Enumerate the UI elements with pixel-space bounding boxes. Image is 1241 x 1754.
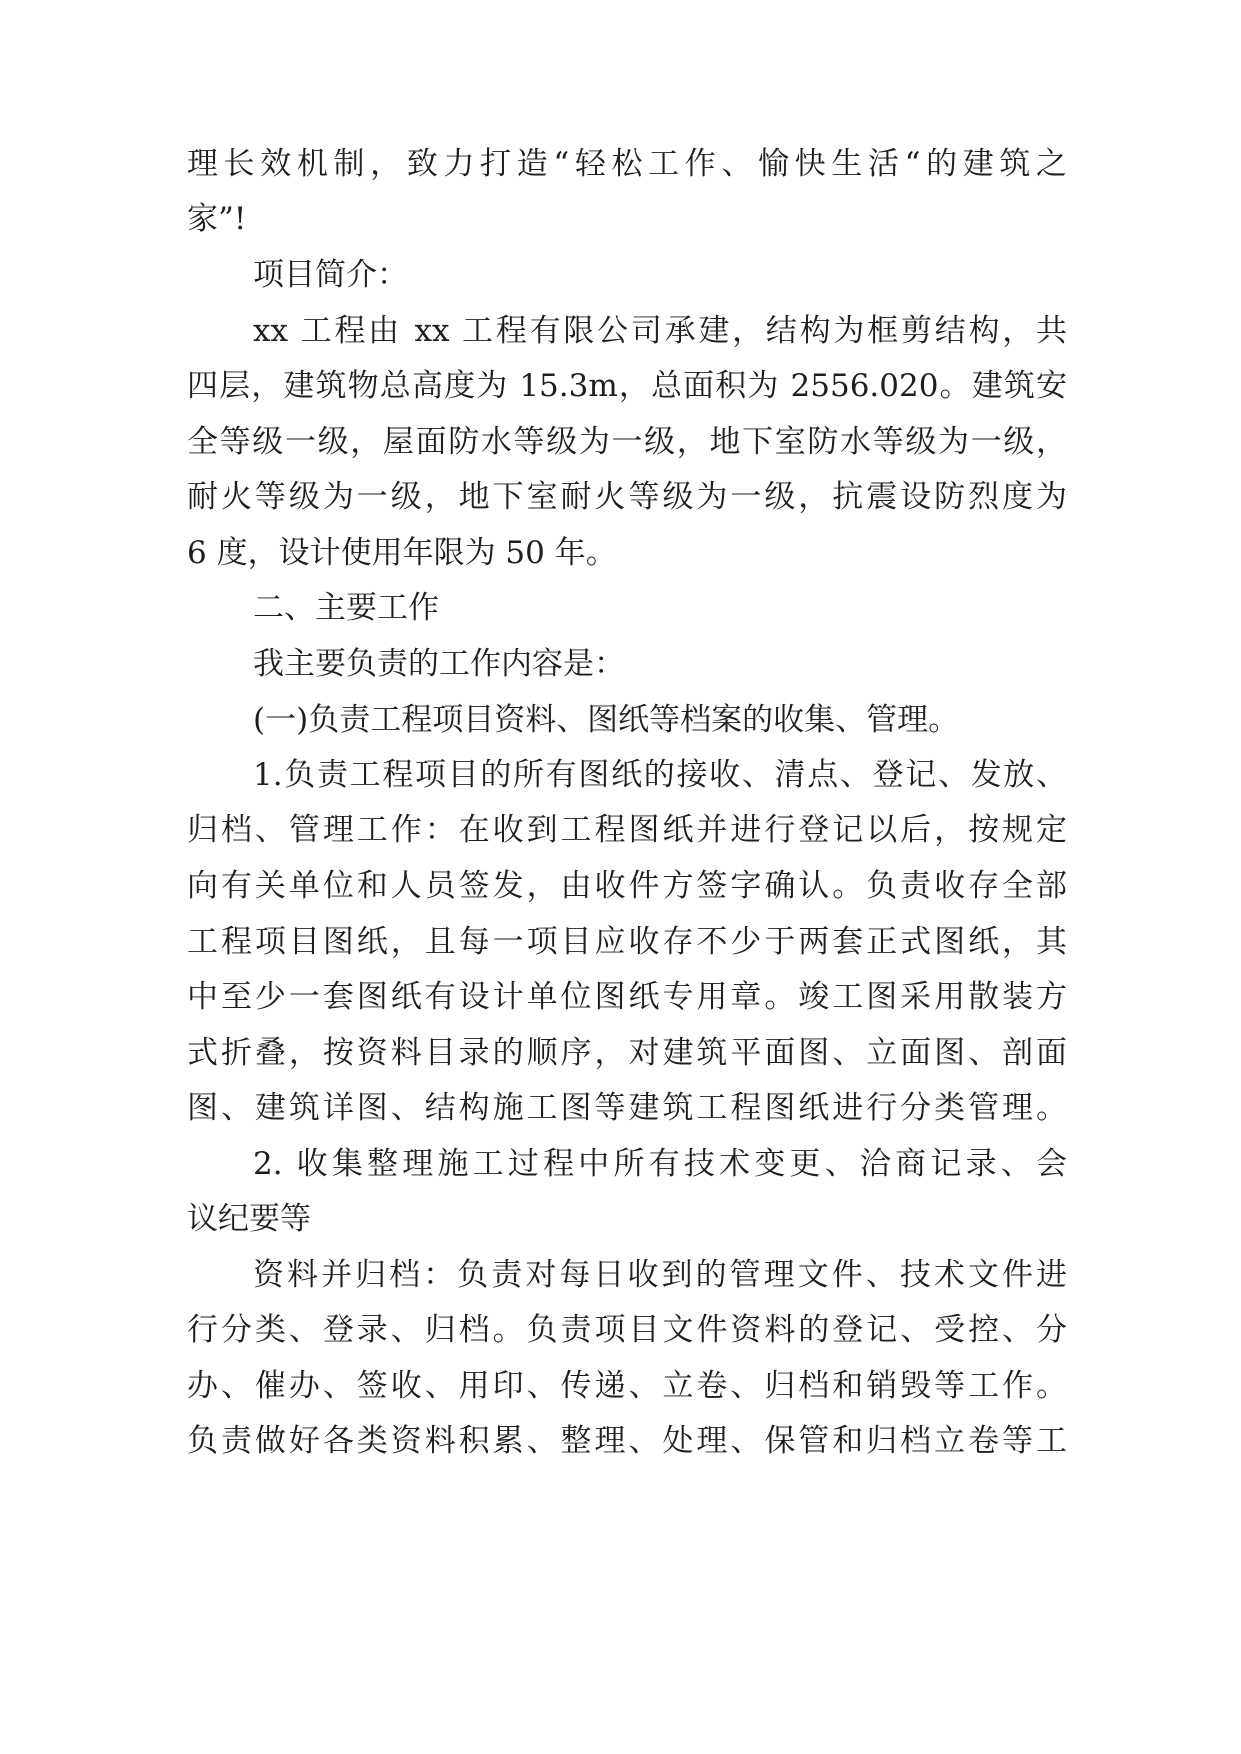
body-text-line: 向有关单位和人员签发，由收件方签字确认。负责收存全部 xyxy=(187,868,1067,904)
body-text-line: xx 工程由 xx 工程有限公司承建，结构为框剪结构，共 xyxy=(253,313,1067,349)
sub-heading: (一)负责工程项目资料、图纸等档案的收集、管理。 xyxy=(253,702,960,738)
body-text-line: 办、催办、签收、用印、传递、立卷、归档和销毁等工作。 xyxy=(187,1368,1067,1404)
body-text-line: 负责做好各类资料积累、整理、处理、保管和归档立卷等工 xyxy=(187,1423,1067,1459)
body-text-line: 图、建筑详图、结构施工图等建筑工程图纸进行分类管理。 xyxy=(187,1090,1067,1126)
body-text-line: 6 度，设计使用年限为 50 年。 xyxy=(187,535,617,571)
section-heading: 二、主要工作 xyxy=(253,590,439,626)
body-text-line: 耐火等级为一级，地下室耐火等级为一级，抗震设防烈度为 xyxy=(187,479,1067,515)
section-heading: 项目简介： xyxy=(253,257,408,293)
body-text-line: 行分类、登录、归档。负责项目文件资料的登记、受控、分 xyxy=(187,1312,1067,1348)
body-text-line: 理长效机制，致力打造“轻松工作、愉快生活“的建筑之 xyxy=(187,146,1067,182)
body-text-line: 资料并归档：负责对每日收到的管理文件、技术文件进 xyxy=(253,1257,1067,1293)
body-text-line: 2. 收集整理施工过程中所有技术变更、洽商记录、会 xyxy=(253,1146,1067,1182)
body-text-line: 我主要负责的工作内容是： xyxy=(253,646,625,682)
body-text-line: 议纪要等 xyxy=(187,1201,311,1237)
body-text-line: 家”! xyxy=(187,201,247,237)
body-text-line: 归档、管理工作：在收到工程图纸并进行登记以后，按规定 xyxy=(187,812,1067,848)
body-text-line: 1.负责工程项目的所有图纸的接收、清点、登记、发放、 xyxy=(253,757,1067,793)
body-text-line: 四层，建筑物总高度为 15.3m，总面积为 2556.020。建筑安 xyxy=(187,368,1067,404)
body-text-line: 式折叠，按资料目录的顺序，对建筑平面图、立面图、剖面 xyxy=(187,1035,1067,1071)
body-text-line: 工程项目图纸，且每一项目应收存不少于两套正式图纸，其 xyxy=(187,924,1067,960)
body-text-line: 全等级一级，屋面防水等级为一级，地下室防水等级为一级， xyxy=(187,424,1067,460)
body-text-line: 中至少一套图纸有设计单位图纸专用章。竣工图采用散装方 xyxy=(187,979,1067,1015)
